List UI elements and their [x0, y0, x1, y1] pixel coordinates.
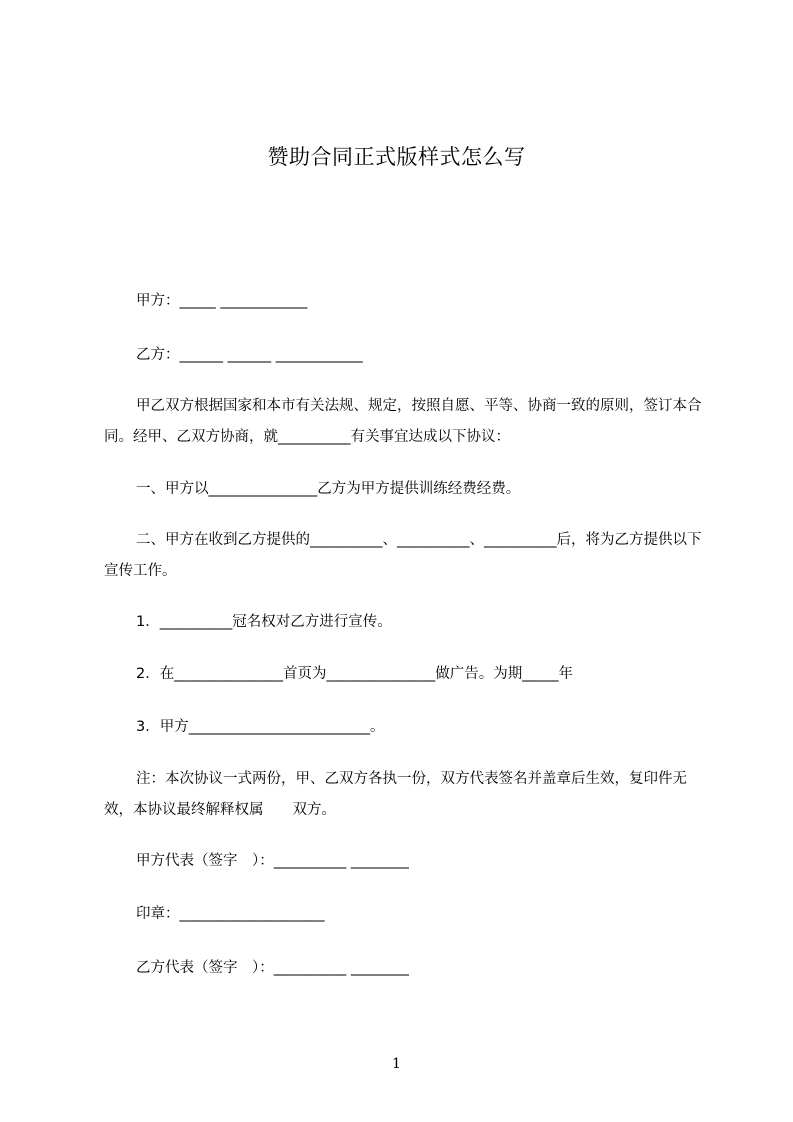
intro-text: 甲乙双方根据国家和本市有关法规、规定，按照自愿、平等、协商一致的原则，签订本合同。经甲、乙双方协商，就__________有关事宜达成以下协议： [104, 398, 702, 445]
page-number: 1 [392, 1056, 401, 1072]
intro-paragraph [104, 391, 704, 453]
document-title: 赞助合同正式版样式怎么写 [267, 145, 526, 169]
clause-1: 一、甲方以_______________乙方为甲方提供训练经费经费。 [136, 481, 521, 497]
item-3: 3．甲方_________________________。 [136, 719, 385, 735]
note-text: 注：本次协议一式两份，甲、乙双方各执一份，双方代表签名并盖章后生效，复印件无效，本协议最终解释权属 双方。 [104, 771, 687, 818]
note-paragraph [104, 764, 704, 826]
party-a-signature: 甲方代表（签字 ）：__________ ________ [136, 853, 409, 869]
party-b-signature: 乙方代表（签字 ）：__________ ________ [136, 960, 409, 976]
clause-2-text: 二、甲方在收到乙方提供的__________、__________、__________后，将为乙方提供以下宣传工作。 [104, 532, 702, 579]
party-b-line: 乙方：______ ______ ____________ [136, 347, 363, 363]
clause-2-paragraph [104, 525, 704, 587]
item-1: 1．__________冠名权对乙方进行宣传。 [136, 614, 392, 630]
item-2: 2．在_______________首页为_______________做广告。为期_____年 [136, 666, 573, 682]
seal-line: 印章：____________________ [136, 906, 325, 922]
party-a-line: 甲方：_____ ____________ [136, 293, 308, 309]
